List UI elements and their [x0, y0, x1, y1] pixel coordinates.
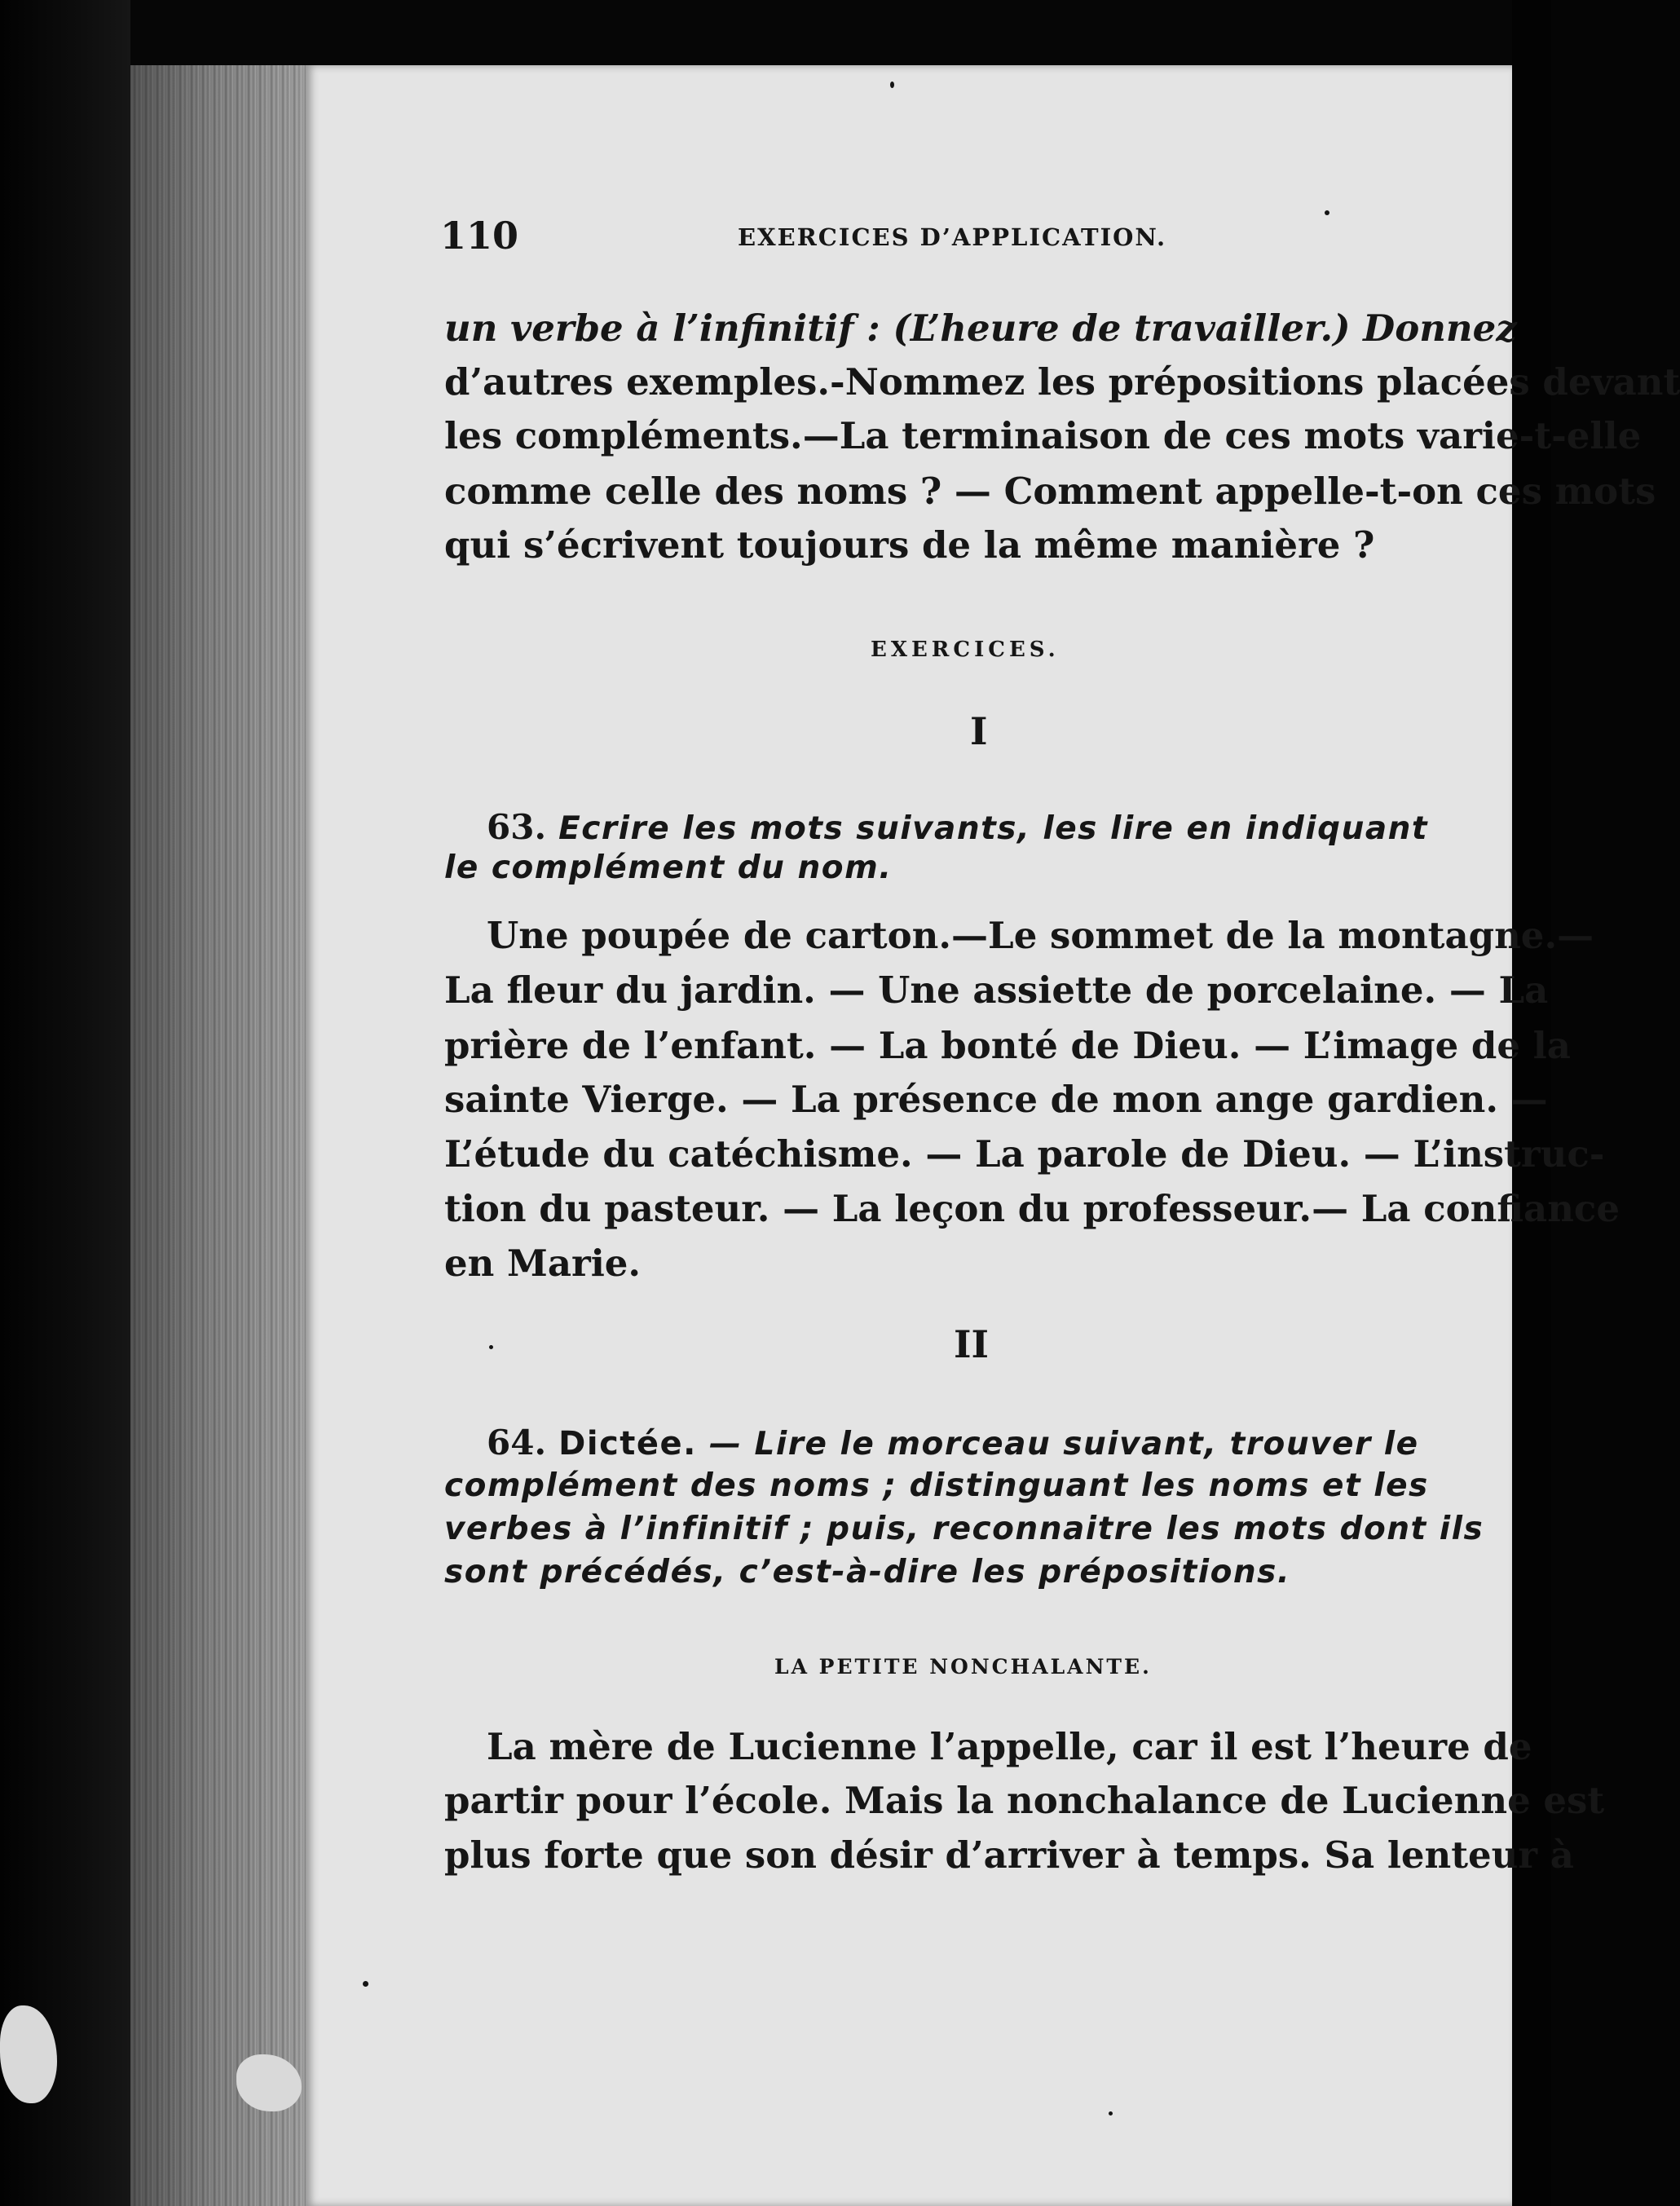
intro-line: d’autres exemples.-Nommez les prépositions placées devant	[444, 360, 1680, 404]
exercise-64-instruction-continued: verbes à l’infinitif ; puis, reconnaitre les mots dont ils	[444, 1511, 1484, 1547]
passage-text-line: partir pour l’école. Mais la nonchalance de Lucienne est	[444, 1779, 1605, 1822]
exercise-text-line: prière de l’enfant. — La bonté de Dieu. — L’image de la	[444, 1024, 1571, 1067]
instruction-text: Ecrire les mots suivants, les lire en indiquant	[558, 810, 1429, 847]
book-page-edges	[130, 65, 306, 2206]
exercise-text-line: L’étude du catéchisme. — La parole de Dieu. — L’instruc-	[444, 1132, 1605, 1176]
exercise-number: 63.	[487, 807, 547, 847]
dictee-label: Dictée.	[558, 1425, 697, 1463]
exercise-text-line: Une poupée de carton.—Le sommet de la montagne.—	[487, 914, 1594, 957]
intro-line: un verbe à l’infinitif : (L’heure de travailler.) Donnez	[444, 307, 1517, 350]
part-numeral-two: II	[954, 1322, 990, 1366]
exercise-number: 64.	[487, 1423, 547, 1463]
scan-left-margin	[0, 0, 130, 2206]
exercise-63-instruction-continued: le complément du nom.	[444, 849, 893, 886]
page-number: 110	[440, 214, 519, 258]
scan-speck	[363, 1981, 368, 1987]
exercise-text-line: tion du pasteur. — La leçon du professeur.— La confiance	[444, 1187, 1620, 1230]
exercise-text-line: La fleur du jardin. — Une assiette de porcelaine. — La	[444, 968, 1549, 1012]
scan-speck	[489, 1345, 493, 1349]
exercise-63-instruction	[487, 807, 1428, 847]
intro-line: qui s’écrivent toujours de la même manière ?	[444, 523, 1375, 567]
scan-speck	[1325, 210, 1329, 215]
instruction-text: Lire le morceau suivant, trouver le	[754, 1426, 1419, 1463]
exercise-64-instruction-continued: sont précédés, c’est-à-dire les prépositions.	[444, 1554, 1291, 1591]
exercise-text-line: en Marie.	[444, 1242, 642, 1285]
exercise-64-instruction-continued: complément des noms ; distinguant les noms et les	[444, 1467, 1429, 1504]
scan-speck	[890, 82, 894, 88]
passage-text-line: plus forte que son désir d’arriver à temps. Sa lenteur à	[444, 1833, 1574, 1877]
intro-line: comme celle des noms ? — Comment appelle-t-on ces mots	[444, 470, 1656, 513]
part-numeral-one: I	[970, 709, 988, 753]
running-head: EXERCICES D’APPLICATION.	[738, 223, 1167, 251]
exercises-heading: EXERCICES.	[871, 638, 1060, 662]
scan-speck	[1109, 2111, 1113, 2116]
exercise-text-line: sainte Vierge. — La présence de mon ange gardien. —	[444, 1078, 1548, 1121]
intro-line: les compléments.—La terminaison de ces mots varie-t-elle	[444, 414, 1642, 457]
exercise-64-instruction	[487, 1423, 1419, 1463]
passage-text-line: La mère de Lucienne l’appelle, car il est l’heure de	[487, 1725, 1532, 1768]
passage-title: LA PETITE NONCHALANTE.	[774, 1655, 1152, 1679]
dash: —	[708, 1426, 743, 1463]
